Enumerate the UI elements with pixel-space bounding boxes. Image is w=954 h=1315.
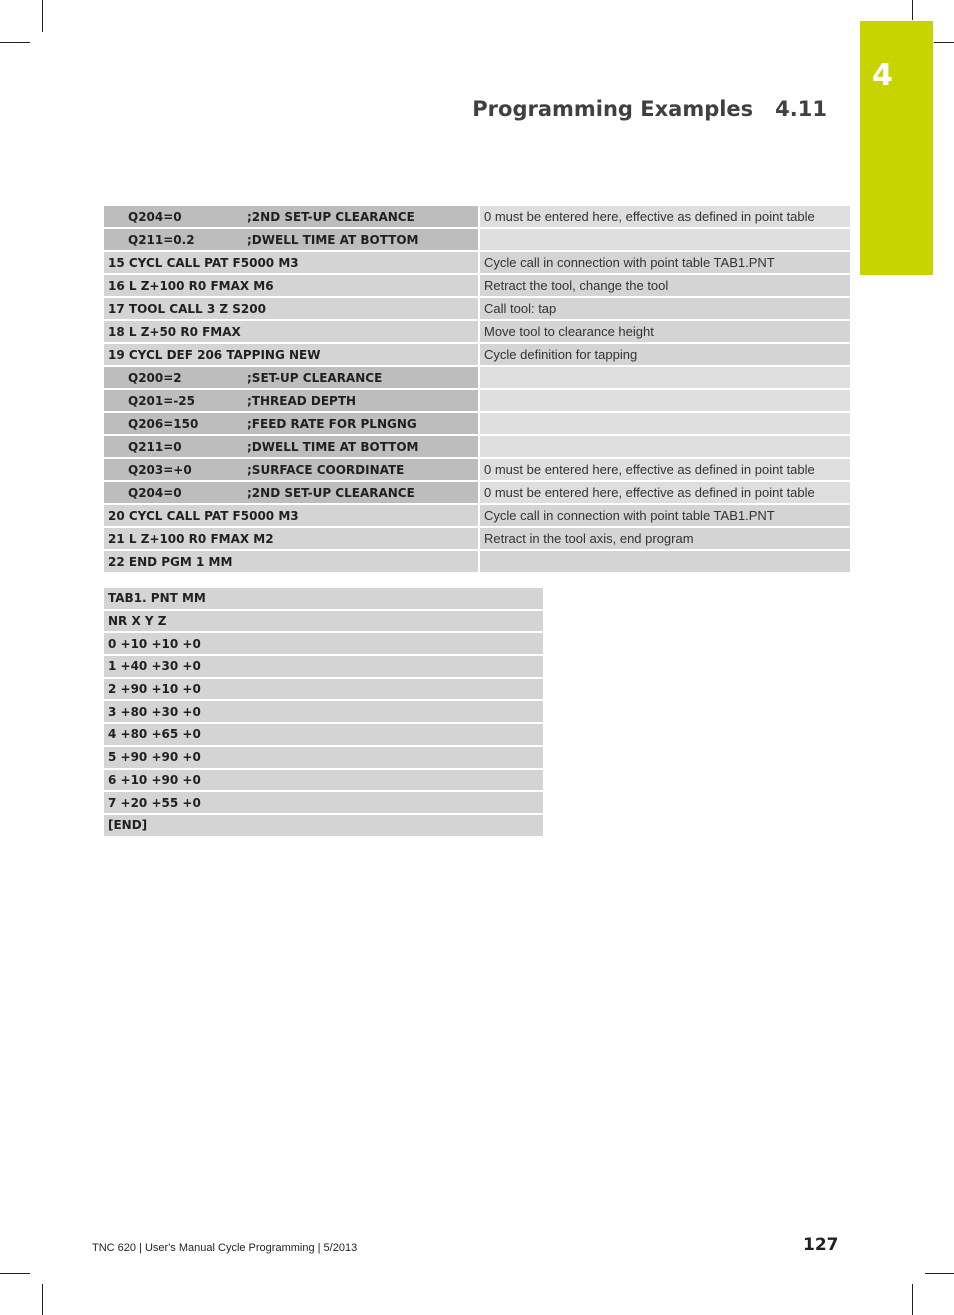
program-row <box>104 229 850 252</box>
program-comment-cell <box>480 413 850 436</box>
point-table-row <box>104 792 543 815</box>
param-value: Q211=0 <box>128 439 182 454</box>
header-section: 4.11 <box>775 97 827 121</box>
program-code-cell <box>104 459 480 482</box>
chapter-tab <box>860 21 933 275</box>
program-comment-cell: Cycle definition for tapping <box>480 344 850 367</box>
point-table-cell: 1 +40 +30 +0 <box>104 656 543 679</box>
point-table-cell: 0 +10 +10 +0 <box>104 633 543 656</box>
crop-mark <box>0 1273 30 1274</box>
param-value: Q203=+0 <box>128 462 192 477</box>
page-header <box>472 97 827 121</box>
header-title: Programming Examples <box>472 97 754 121</box>
param-label: ;SET-UP CLEARANCE <box>247 370 383 385</box>
point-table <box>104 588 543 838</box>
program-code-cell: 19 CYCL DEF 206 TAPPING NEW <box>104 344 480 367</box>
program-comment-cell: 0 must be entered here, effective as defined in point table <box>480 206 850 229</box>
program-code-cell: 20 CYCL CALL PAT F5000 M3 <box>104 505 480 528</box>
point-table-row <box>104 724 543 747</box>
program-code-cell <box>104 367 480 390</box>
param-value: Q206=150 <box>128 416 199 431</box>
program-row <box>104 528 850 551</box>
param-value: Q204=0 <box>128 209 182 224</box>
crop-mark <box>42 1284 43 1315</box>
param-value: Q211=0.2 <box>128 232 195 247</box>
program-row <box>104 390 850 413</box>
program-code-cell <box>104 390 480 413</box>
param-value: Q204=0 <box>128 485 182 500</box>
point-table-cell: TAB1. PNT MM <box>104 588 543 611</box>
footer-text: TNC 620 | User's Manual Cycle Programming | 5/2013 <box>92 1242 358 1254</box>
crop-mark <box>912 1284 913 1315</box>
point-table-row <box>104 701 543 724</box>
point-table-cell: 5 +90 +90 +0 <box>104 747 543 770</box>
program-comment-cell: 0 must be entered here, effective as defined in point table <box>480 482 850 505</box>
program-row <box>104 275 850 298</box>
crop-mark <box>42 0 43 32</box>
program-code-cell: 15 CYCL CALL PAT F5000 M3 <box>104 252 480 275</box>
param-value: Q201=-25 <box>128 393 195 408</box>
point-table-cell: 2 +90 +10 +0 <box>104 679 543 702</box>
program-comment-cell <box>480 367 850 390</box>
program-code-cell <box>104 229 480 252</box>
program-comment-cell: Move tool to clearance height <box>480 321 850 344</box>
param-value: Q200=2 <box>128 370 182 385</box>
point-table-row <box>104 588 543 611</box>
param-label: ;2ND SET-UP CLEARANCE <box>247 209 415 224</box>
program-comment-cell: 0 must be entered here, effective as defined in point table <box>480 459 850 482</box>
crop-mark <box>925 1273 954 1274</box>
program-row <box>104 413 850 436</box>
point-table-row <box>104 633 543 656</box>
program-code-cell: 18 L Z+50 R0 FMAX <box>104 321 480 344</box>
program-row <box>104 344 850 367</box>
point-table-row <box>104 679 543 702</box>
program-comment-cell: Cycle call in connection with point table TAB1.PNT <box>480 252 850 275</box>
program-comment-cell <box>480 229 850 252</box>
point-table-cell: 3 +80 +30 +0 <box>104 701 543 724</box>
program-row <box>104 367 850 390</box>
program-comment-cell <box>480 551 850 574</box>
program-row <box>104 436 850 459</box>
program-code-cell: 16 L Z+100 R0 FMAX M6 <box>104 275 480 298</box>
page-number: 127 <box>803 1235 839 1255</box>
param-label: ;2ND SET-UP CLEARANCE <box>247 485 415 500</box>
program-comment-cell: Retract the tool, change the tool <box>480 275 850 298</box>
param-label: ;SURFACE COORDINATE <box>247 462 405 477</box>
point-table-row <box>104 815 543 838</box>
program-row <box>104 551 850 574</box>
program-table <box>104 206 850 574</box>
program-code-cell: 22 END PGM 1 MM <box>104 551 480 574</box>
point-table-row <box>104 656 543 679</box>
program-row <box>104 298 850 321</box>
program-code-cell: 21 L Z+100 R0 FMAX M2 <box>104 528 480 551</box>
program-code-cell: 17 TOOL CALL 3 Z S200 <box>104 298 480 321</box>
program-row <box>104 206 850 229</box>
chapter-number: 4 <box>872 58 893 93</box>
program-row <box>104 252 850 275</box>
crop-mark <box>0 42 30 43</box>
point-table-cell: [END] <box>104 815 543 838</box>
crop-mark <box>912 0 913 20</box>
point-table-row <box>104 770 543 793</box>
program-comment-cell <box>480 436 850 459</box>
program-comment-cell: Call tool: tap <box>480 298 850 321</box>
program-comment-cell: Cycle call in connection with point table TAB1.PNT <box>480 505 850 528</box>
point-table-cell: NR X Y Z <box>104 611 543 634</box>
program-comment-cell <box>480 390 850 413</box>
program-row <box>104 505 850 528</box>
param-label: ;DWELL TIME AT BOTTOM <box>247 232 419 247</box>
program-row <box>104 459 850 482</box>
crop-mark <box>934 42 954 43</box>
program-row <box>104 321 850 344</box>
point-table-cell: 7 +20 +55 +0 <box>104 792 543 815</box>
program-comment-cell: Retract in the tool axis, end program <box>480 528 850 551</box>
point-table-cell: 6 +10 +90 +0 <box>104 770 543 793</box>
param-label: ;DWELL TIME AT BOTTOM <box>247 439 419 454</box>
program-code-cell <box>104 482 480 505</box>
param-label: ;FEED RATE FOR PLNGNG <box>247 416 417 431</box>
param-label: ;THREAD DEPTH <box>247 393 357 408</box>
point-table-cell: 4 +80 +65 +0 <box>104 724 543 747</box>
point-table-row <box>104 611 543 634</box>
point-table-row <box>104 747 543 770</box>
program-code-cell <box>104 206 480 229</box>
program-code-cell <box>104 413 480 436</box>
program-code-cell <box>104 436 480 459</box>
program-row <box>104 482 850 505</box>
